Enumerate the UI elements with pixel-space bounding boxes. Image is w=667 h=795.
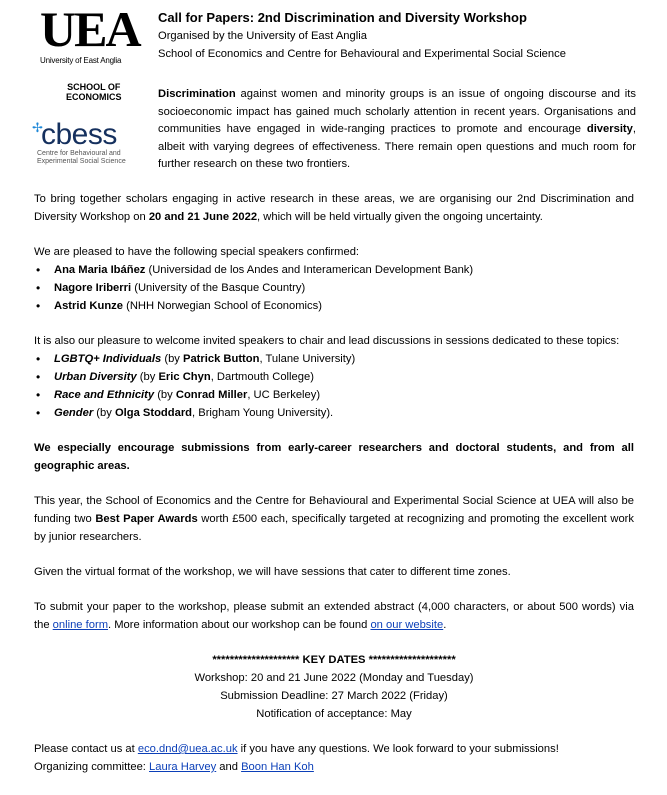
- topic-by: (by: [136, 371, 159, 383]
- awards-text-1: This year, the School of Economics and the Centre for Behavioural and Experimental Social Science at UEA will also be funding two: [34, 495, 634, 525]
- speaker-affiliation: (Universidad de los Andes and Interamerican Development Bank): [145, 264, 474, 276]
- chair-name: Olga Stoddard: [114, 407, 193, 419]
- chair-affiliation: , UC Berkeley): [247, 389, 321, 401]
- encourage-paragraph: [34, 439, 634, 475]
- workshop-date: Workshop: 20 and 21 June 2022 (Monday and Tuesday): [194, 672, 474, 684]
- uea-name: University of East Anglia: [40, 56, 122, 65]
- contact-line: [34, 740, 634, 758]
- awards-bold: Best Paper Awards: [95, 513, 198, 525]
- email-link[interactable]: eco.dnd@uea.ac.uk: [137, 743, 238, 755]
- chair-name: Conrad Miller: [175, 389, 248, 401]
- submit-text-2: . More information about our workshop can be found: [108, 619, 371, 631]
- submission-deadline: Submission Deadline: 27 March 2022 (Friday): [220, 690, 448, 702]
- school-of-economics-logo: [66, 82, 122, 102]
- committee-label: Organizing committee:: [34, 761, 150, 773]
- encourage-text: We especially encourage submissions from early-career researchers and doctoral students, and from all geographic areas.: [34, 442, 634, 472]
- chair-affiliation: , Brigham Young University).: [192, 407, 334, 419]
- cbess-logo: [32, 120, 162, 166]
- speakers-intro: We are pleased to have the following special speakers confirmed:: [34, 246, 360, 258]
- list-item: [34, 297, 634, 315]
- committee-and: and: [216, 761, 242, 773]
- topic-name: LGBTQ+ Individuals: [54, 353, 162, 365]
- organiser: Organised by the University of East Anglia: [158, 30, 367, 42]
- online-form-link[interactable]: online form: [52, 619, 109, 631]
- p1-text-2: , which will be held virtually given the ongoing uncertainty.: [257, 211, 543, 223]
- star-icon: ✢: [32, 120, 43, 135]
- list-item: [34, 261, 634, 279]
- uea-wordmark: UEA: [40, 1, 140, 57]
- chair-affiliation: , Dartmouth College): [210, 371, 314, 383]
- speaker-affiliation: (University of the Basque Country): [131, 282, 306, 294]
- uea-logo: [40, 1, 150, 65]
- intro-text-1: against women and minority groups is an issue of ongoing discourse and its socioeconomic impact has gained much scholarly attention in recent years. Organisations and communities have engaged in wide-ranging practices to promote and encourage: [158, 88, 636, 135]
- intro-text-2: , albeit with varying degrees of effectiveness. There remain open questions and much room for further research on these two frontiers.: [158, 123, 636, 170]
- virtual-paragraph: Given the virtual format of the workshop, we will have sessions that cater to different time zones.: [34, 566, 511, 578]
- p1-text-1: To bring together scholars engaging in active research in these areas, we are organising our 2nd Discrimination and Diversity Workshop on: [34, 193, 634, 223]
- page-title: Call for Papers: 2nd Discrimination and Diversity Workshop: [158, 10, 527, 25]
- topic-name: Urban Diversity: [54, 371, 137, 383]
- list-item: [34, 350, 634, 368]
- awards-text-2: worth £500 each, specifically targeted at recognizing and promoting the excellent work by junior researchers.: [34, 513, 634, 543]
- school-line1: SCHOOL OF: [67, 82, 121, 92]
- cbess-sub1: Centre for Behavioural and: [37, 150, 121, 157]
- intro-paragraph: [158, 86, 636, 174]
- key-dates: [34, 651, 634, 723]
- topic-by: (by: [154, 389, 176, 401]
- member-link-laura[interactable]: Laura Harvey: [149, 761, 217, 773]
- list-item: [34, 386, 634, 404]
- speaker-name: Nagore Iriberri: [54, 282, 132, 294]
- website-link[interactable]: on our website: [370, 619, 444, 631]
- list-item: [34, 404, 634, 422]
- committee-line: [34, 758, 634, 776]
- member-link-boon[interactable]: Boon Han Koh: [241, 761, 314, 773]
- awards-paragraph: [34, 492, 634, 546]
- submit-paragraph: [34, 598, 634, 634]
- notification-date: Notification of acceptance: May: [256, 708, 412, 720]
- key-dates-heading: ******************** KEY DATES ********************: [212, 654, 456, 666]
- topic-name: Race and Ethnicity: [54, 389, 155, 401]
- speaker-name: Astrid Kunze: [54, 300, 123, 312]
- p1-date: 20 and 21 June 2022: [148, 211, 258, 223]
- topic-by: (by: [161, 353, 183, 365]
- list-item: [34, 279, 634, 297]
- chair-name: Patrick Button: [183, 353, 260, 365]
- body: [34, 190, 634, 776]
- submit-text-1: To submit your paper to the workshop, please submit an extended abstract (4,000 characters, or about 500 words) via the: [34, 601, 634, 631]
- cbess-wordmark: cbess: [41, 118, 117, 151]
- speaker-affiliation: (NHH Norwegian School of Economics): [123, 300, 322, 312]
- topic-name: Gender: [54, 407, 94, 419]
- school-line2: ECONOMICS: [66, 92, 122, 102]
- topics-intro: It is also our pleasure to welcome invited speakers to chair and lead discussions in sessions dedicated to these topics:: [34, 335, 620, 347]
- chair-affiliation: , Tulane University): [259, 353, 356, 365]
- chair-name: Eric Chyn: [158, 371, 211, 383]
- header: [158, 9, 648, 63]
- units: School of Economics and Centre for Behavioural and Experimental Social Science: [158, 48, 566, 60]
- speakers-list: [34, 261, 634, 315]
- contact-text-1: Please contact us at: [34, 743, 138, 755]
- contact-text-2: if you have any questions. We look forward to your submissions!: [237, 743, 559, 755]
- list-item: [34, 368, 634, 386]
- workshop-paragraph: [34, 190, 634, 226]
- intro-bold-2: diversity: [586, 123, 633, 135]
- intro-bold-1: Discrimination: [158, 88, 236, 100]
- speaker-name: Ana Maria Ibáñez: [54, 264, 146, 276]
- topic-by: (by: [93, 407, 115, 419]
- topics-list: [34, 350, 634, 422]
- submit-text-3: .: [443, 619, 447, 631]
- cbess-sub2: Experimental Social Science: [37, 158, 126, 165]
